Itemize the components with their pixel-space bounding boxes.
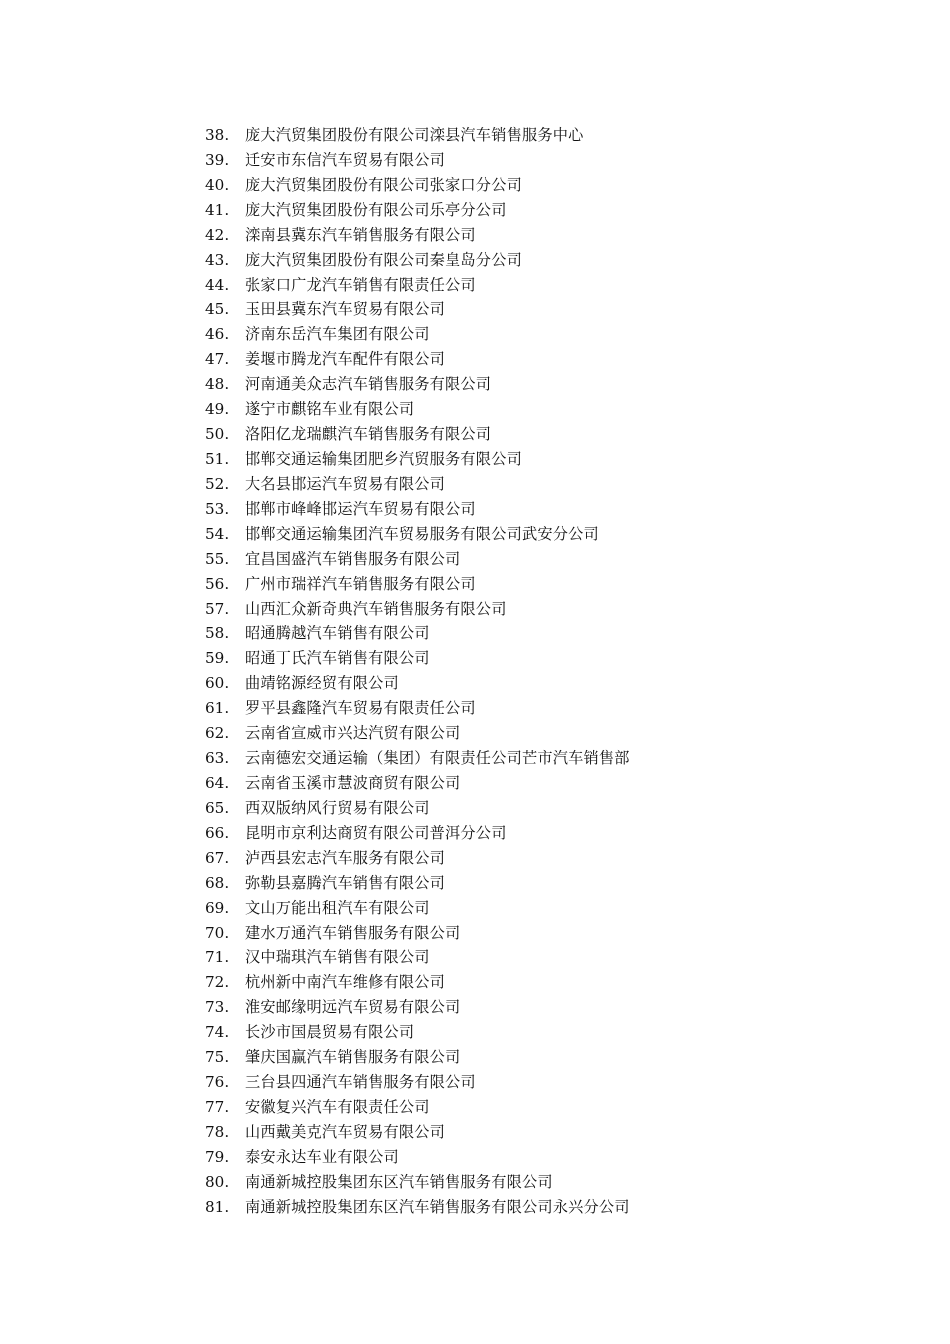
list-item [205,796,630,821]
list-item [205,1195,630,1220]
item-number: 50. [205,425,230,444]
item-number: 58. [205,624,230,643]
company-name: 汉中瑞琪汽车销售有限公司 [245,948,430,967]
list-item [205,472,630,497]
item-number: 41. [205,200,230,219]
list-item [205,746,630,771]
list-item [205,1045,630,1070]
company-name: 肇庆国赢汽车销售服务有限公司 [245,1048,461,1067]
item-number: 61. [205,699,230,718]
company-name: 庞大汽贸集团股份有限公司张家口分公司 [245,175,522,194]
company-name: 济南东岳汽车集团有限公司 [245,325,430,344]
company-name: 山西戴美克汽车贸易有限公司 [245,1122,446,1141]
item-number: 53. [205,499,230,518]
item-number: 78. [205,1122,230,1141]
company-list [205,123,630,1220]
item-number: 80. [205,1172,230,1191]
list-item [205,995,630,1020]
item-number: 43. [205,250,230,269]
company-name: 云南省玉溪市慧波商贸有限公司 [245,773,461,792]
company-name: 大名县邯运汽车贸易有限公司 [245,474,446,493]
item-number: 56. [205,574,230,593]
item-number: 66. [205,823,230,842]
company-name: 广州市瑞祥汽车销售服务有限公司 [245,574,476,593]
list-item [205,447,630,472]
company-name: 云南德宏交通运输（集团）有限责任公司芒市汽车销售部 [245,749,630,768]
list-item [205,671,630,696]
list-item [205,1020,630,1045]
list-item [205,771,630,796]
company-name: 淮安邮缘明远汽车贸易有限公司 [245,998,461,1017]
item-number: 42. [205,225,230,244]
company-name: 迁安市东信汽车贸易有限公司 [245,150,446,169]
list-item [205,347,630,372]
company-name: 西双版纳风行贸易有限公司 [245,798,430,817]
company-name: 邯郸交通运输集团汽车贸易服务有限公司武安分公司 [245,524,599,543]
list-item [205,173,630,198]
list-item [205,547,630,572]
item-number: 77. [205,1097,230,1116]
list-item [205,646,630,671]
company-name: 长沙市国晨贸易有限公司 [245,1023,415,1042]
list-item [205,1120,630,1145]
item-number: 76. [205,1073,230,1092]
list-item [205,148,630,173]
company-name: 庞大汽贸集团股份有限公司秦皇岛分公司 [245,250,522,269]
company-name: 泸西县宏志汽车服务有限公司 [245,848,446,867]
item-number: 48. [205,375,230,394]
item-number: 63. [205,749,230,768]
company-name: 庞大汽贸集团股份有限公司乐亭分公司 [245,200,507,219]
list-item [205,1070,630,1095]
item-number: 71. [205,948,230,967]
item-number: 60. [205,674,230,693]
item-number: 51. [205,449,230,468]
company-name: 洛阳亿龙瑞麒汽车销售服务有限公司 [245,425,492,444]
list-item [205,372,630,397]
company-name: 罗平县鑫隆汽车贸易有限责任公司 [245,699,476,718]
company-name: 杭州新中南汽车维修有限公司 [245,973,446,992]
company-name: 姜堰市腾龙汽车配件有限公司 [245,350,446,369]
list-item [205,572,630,597]
item-number: 64. [205,773,230,792]
list-item [205,522,630,547]
company-name: 南通新城控股集团东区汽车销售服务有限公司 [245,1172,553,1191]
item-number: 38. [205,126,230,144]
company-name: 安徽复兴汽车有限责任公司 [245,1097,430,1116]
list-item [205,621,630,646]
company-name: 昭通腾越汽车销售有限公司 [245,624,430,643]
item-number: 70. [205,923,230,942]
list-item [205,422,630,447]
company-name: 邯郸市峰峰邯运汽车贸易有限公司 [245,499,476,518]
list-item [205,721,630,746]
list-item [205,397,630,422]
list-item [205,1145,630,1170]
item-number: 54. [205,524,230,543]
item-number: 47. [205,350,230,369]
company-name: 张家口广龙汽车销售有限责任公司 [245,275,476,294]
list-item [205,248,630,273]
list-item [205,322,630,347]
list-item [205,497,630,522]
company-name: 南通新城控股集团东区汽车销售服务有限公司永兴分公司 [245,1197,630,1216]
item-number: 68. [205,873,230,892]
list-item [205,846,630,871]
list-item [205,921,630,946]
company-name: 三台县四通汽车销售服务有限公司 [245,1073,476,1092]
item-number: 72. [205,973,230,992]
list-item [205,1170,630,1195]
list-item [205,945,630,970]
item-number: 79. [205,1147,230,1166]
item-number: 67. [205,848,230,867]
item-number: 52. [205,474,230,493]
company-name: 庞大汽贸集团股份有限公司滦县汽车销售服务中心 [245,126,584,144]
list-item [205,123,630,148]
item-number: 75. [205,1048,230,1067]
company-name: 邯郸交通运输集团肥乡汽贸服务有限公司 [245,449,522,468]
list-item [205,273,630,298]
item-number: 69. [205,898,230,917]
list-item [205,871,630,896]
item-number: 74. [205,1023,230,1042]
company-name: 宜昌国盛汽车销售服务有限公司 [245,549,461,568]
list-item [205,297,630,322]
list-item [205,1095,630,1120]
list-item [205,821,630,846]
company-name: 昭通丁氏汽车销售有限公司 [245,649,430,668]
list-item [205,198,630,223]
item-number: 73. [205,998,230,1017]
company-name: 昆明市京利达商贸有限公司普洱分公司 [245,823,507,842]
item-number: 49. [205,400,230,419]
company-name: 滦南县冀东汽车销售服务有限公司 [245,225,476,244]
company-name: 云南省宣威市兴达汽贸有限公司 [245,724,461,743]
list-item [205,896,630,921]
list-item [205,597,630,622]
item-number: 40. [205,175,230,194]
list-item [205,970,630,995]
company-name: 建水万通汽车销售服务有限公司 [245,923,461,942]
company-name: 玉田县冀东汽车贸易有限公司 [245,300,446,319]
item-number: 59. [205,649,230,668]
company-name: 山西汇众新奇典汽车销售服务有限公司 [245,599,507,618]
company-name: 泰安永达车业有限公司 [245,1147,399,1166]
company-name: 曲靖铭源经贸有限公司 [245,674,399,693]
item-number: 46. [205,325,230,344]
item-number: 81. [205,1197,230,1216]
item-number: 57. [205,599,230,618]
item-number: 65. [205,798,230,817]
item-number: 44. [205,275,230,294]
company-name: 遂宁市麒铭车业有限公司 [245,400,415,419]
company-name: 河南通美众志汽车销售服务有限公司 [245,375,492,394]
item-number: 55. [205,549,230,568]
list-item [205,696,630,721]
item-number: 45. [205,300,230,319]
item-number: 39. [205,150,230,169]
company-name: 文山万能出租汽车有限公司 [245,898,430,917]
company-name: 弥勒县嘉腾汽车销售有限公司 [245,873,446,892]
list-item [205,223,630,248]
item-number: 62. [205,724,230,743]
